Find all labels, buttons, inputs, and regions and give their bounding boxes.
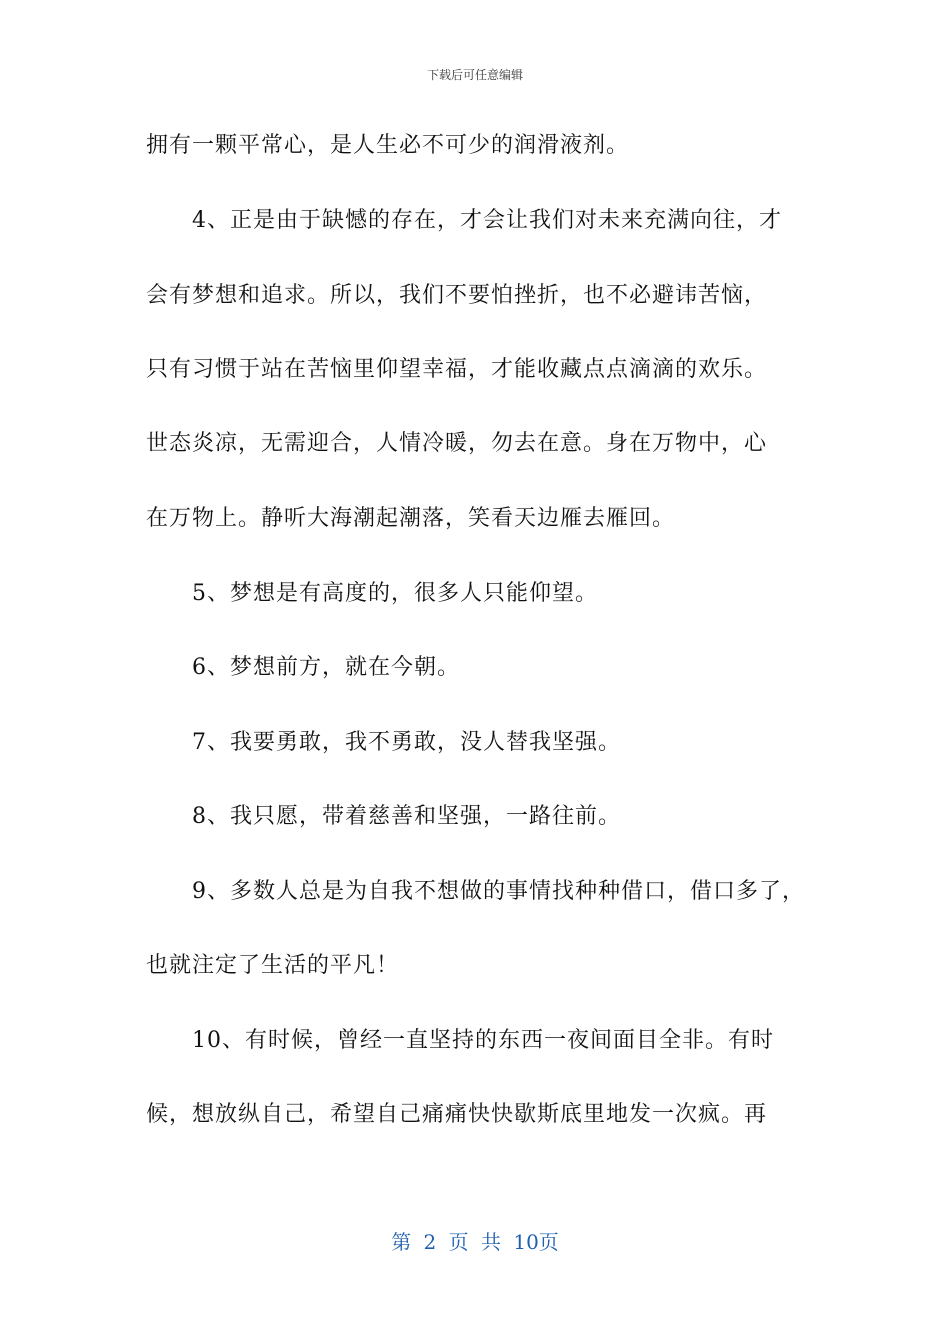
page-number-footer: 第 2 页 共 10页 — [391, 1230, 559, 1254]
text-line: 世态炎凉，无需迎合，人情冷暖，勿去在意。身在万物中，心 — [146, 431, 768, 456]
text-line: 9、多数人总是为自我不想做的事情找种种借口，借口多了， — [192, 879, 805, 904]
text-line: 5、梦想是有高度的，很多人只能仰望。 — [192, 581, 598, 606]
text-line: 也就注定了生活的平凡！ — [146, 953, 400, 978]
text-line: 4、正是由于缺憾的存在，才会让我们对未来充满向往，才 — [192, 208, 782, 233]
text-line: 7、我要勇敢，我不勇敢，没人替我坚强。 — [192, 730, 621, 755]
text-line: 候，想放纵自己，希望自己痛痛快快歇斯底里地发一次疯。再 — [146, 1102, 768, 1127]
text-line: 会有梦想和追求。所以，我们不要怕挫折，也不必避讳苦恼， — [146, 283, 768, 308]
text-line: 10、有时候，曾经一直坚持的东西一夜间面目全非。有时 — [192, 1028, 774, 1053]
text-line: 只有习惯于站在苦恼里仰望幸福，才能收藏点点滴滴的欢乐。 — [146, 357, 768, 382]
page-header-note: 下载后可任意编辑 — [426, 68, 523, 82]
text-line: 拥有一颗平常心，是人生必不可少的润滑液剂。 — [146, 133, 630, 158]
text-line: 在万物上。静听大海潮起潮落，笑看天边雁去雁回。 — [146, 506, 676, 531]
text-line: 6、梦想前方，就在今朝。 — [192, 655, 460, 680]
text-line: 8、我只愿，带着慈善和坚强，一路往前。 — [192, 804, 621, 829]
